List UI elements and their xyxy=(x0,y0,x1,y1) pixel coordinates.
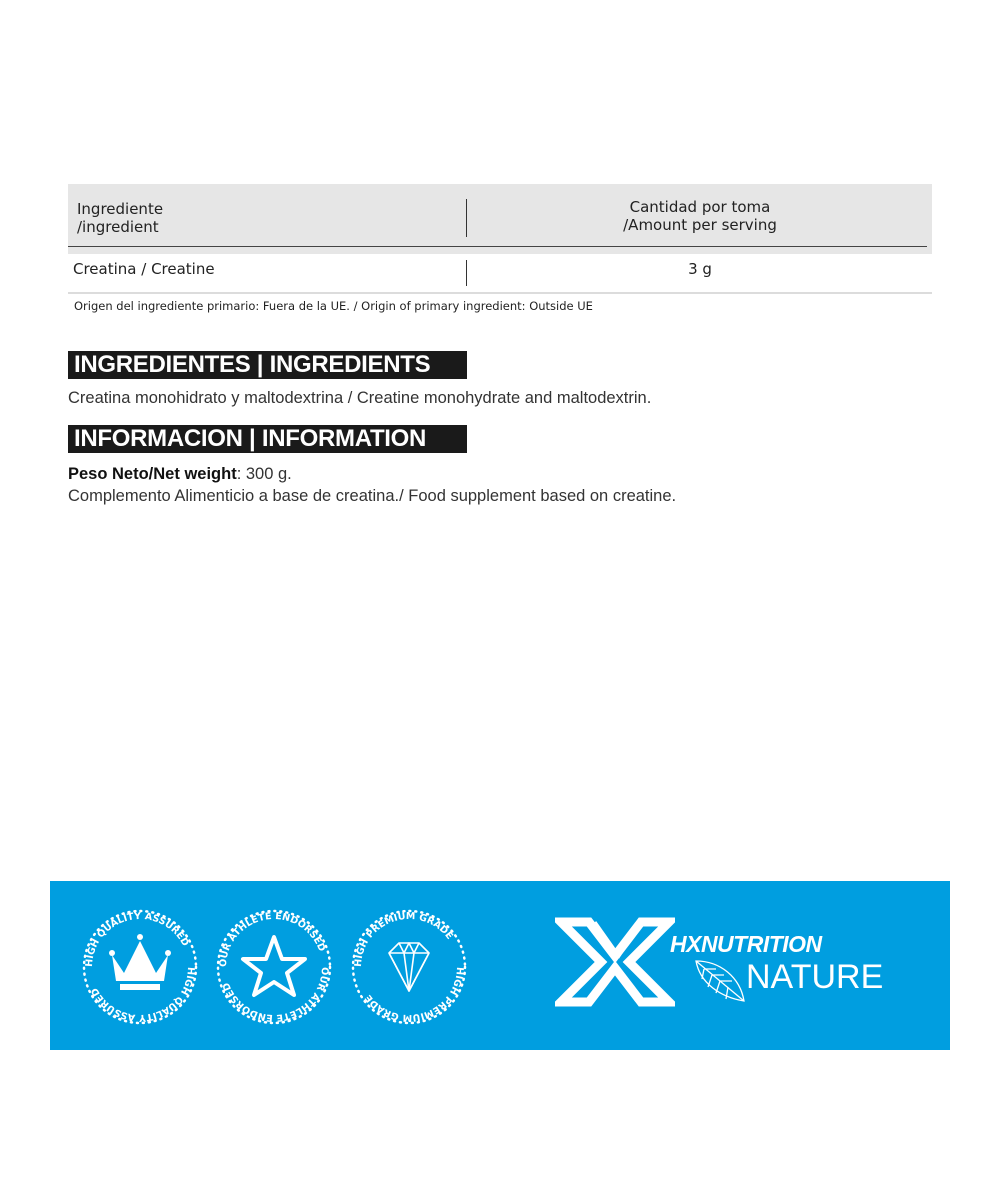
ingredients-heading: INGREDIENTES | INGREDIENTS xyxy=(68,351,467,379)
origin-note: Origen del ingrediente primario: Fuera de la UE. / Origin of primary ingredient: Outside UE xyxy=(74,299,593,313)
ingredient-column-header: Ingrediente /ingredient xyxy=(77,200,164,236)
crown-icon xyxy=(109,934,171,990)
leaf-icon xyxy=(690,957,748,1005)
column-divider xyxy=(466,199,467,237)
quality-seal xyxy=(80,907,200,1027)
ingredient-cell: Creatina / Creatine xyxy=(73,260,215,278)
athlete-seal xyxy=(214,907,334,1027)
svg-text:OUR ATHLETE ENDORSED xyxy=(221,967,330,1023)
premium-seal xyxy=(349,907,469,1027)
quality-seal-text: HIGH QUALITY ASSURED xyxy=(83,910,191,968)
column-divider xyxy=(466,260,467,286)
ingredients-text: Creatina monohidrato y maltodextrina / Creatine monohydrate and maltodextrin. xyxy=(68,389,652,407)
product-description: Complemento Alimenticio a base de creatina./ Food supplement based on creatine. xyxy=(68,487,677,505)
star-icon xyxy=(243,937,305,995)
nutrition-table-header xyxy=(68,184,932,254)
net-weight-label: Peso Neto/Net weight xyxy=(68,465,237,483)
athlete-seal-text-2: OUR ATHLETE ENDORSED xyxy=(220,966,331,1024)
brand-banner xyxy=(50,881,950,1050)
brand-subline: NATURE xyxy=(746,958,884,996)
brand-name: HXNUTRITION xyxy=(670,931,822,957)
amount-cell: 3 g xyxy=(688,260,712,278)
hx-logo-icon xyxy=(555,916,675,1008)
athlete-seal-text: OUR ATHLETE ENDORSED xyxy=(217,910,328,968)
diamond-icon xyxy=(389,943,429,991)
premium-seal-text: HIGH PREMIUM GRADE xyxy=(352,910,455,968)
premium-seal-text-2: HIGH PREMIUM GRADE xyxy=(363,966,466,1024)
net-weight-value: : 300 g. xyxy=(236,465,292,483)
quality-seal-text-2: HIGH QUALITY ASSURED xyxy=(89,966,197,1024)
information-heading: INFORMACION | INFORMATION xyxy=(68,425,467,453)
net-weight-line xyxy=(68,465,292,484)
table-row xyxy=(68,254,932,294)
header-rule xyxy=(68,246,927,247)
amount-column-header: Cantidad por toma /Amount per serving xyxy=(623,198,777,234)
